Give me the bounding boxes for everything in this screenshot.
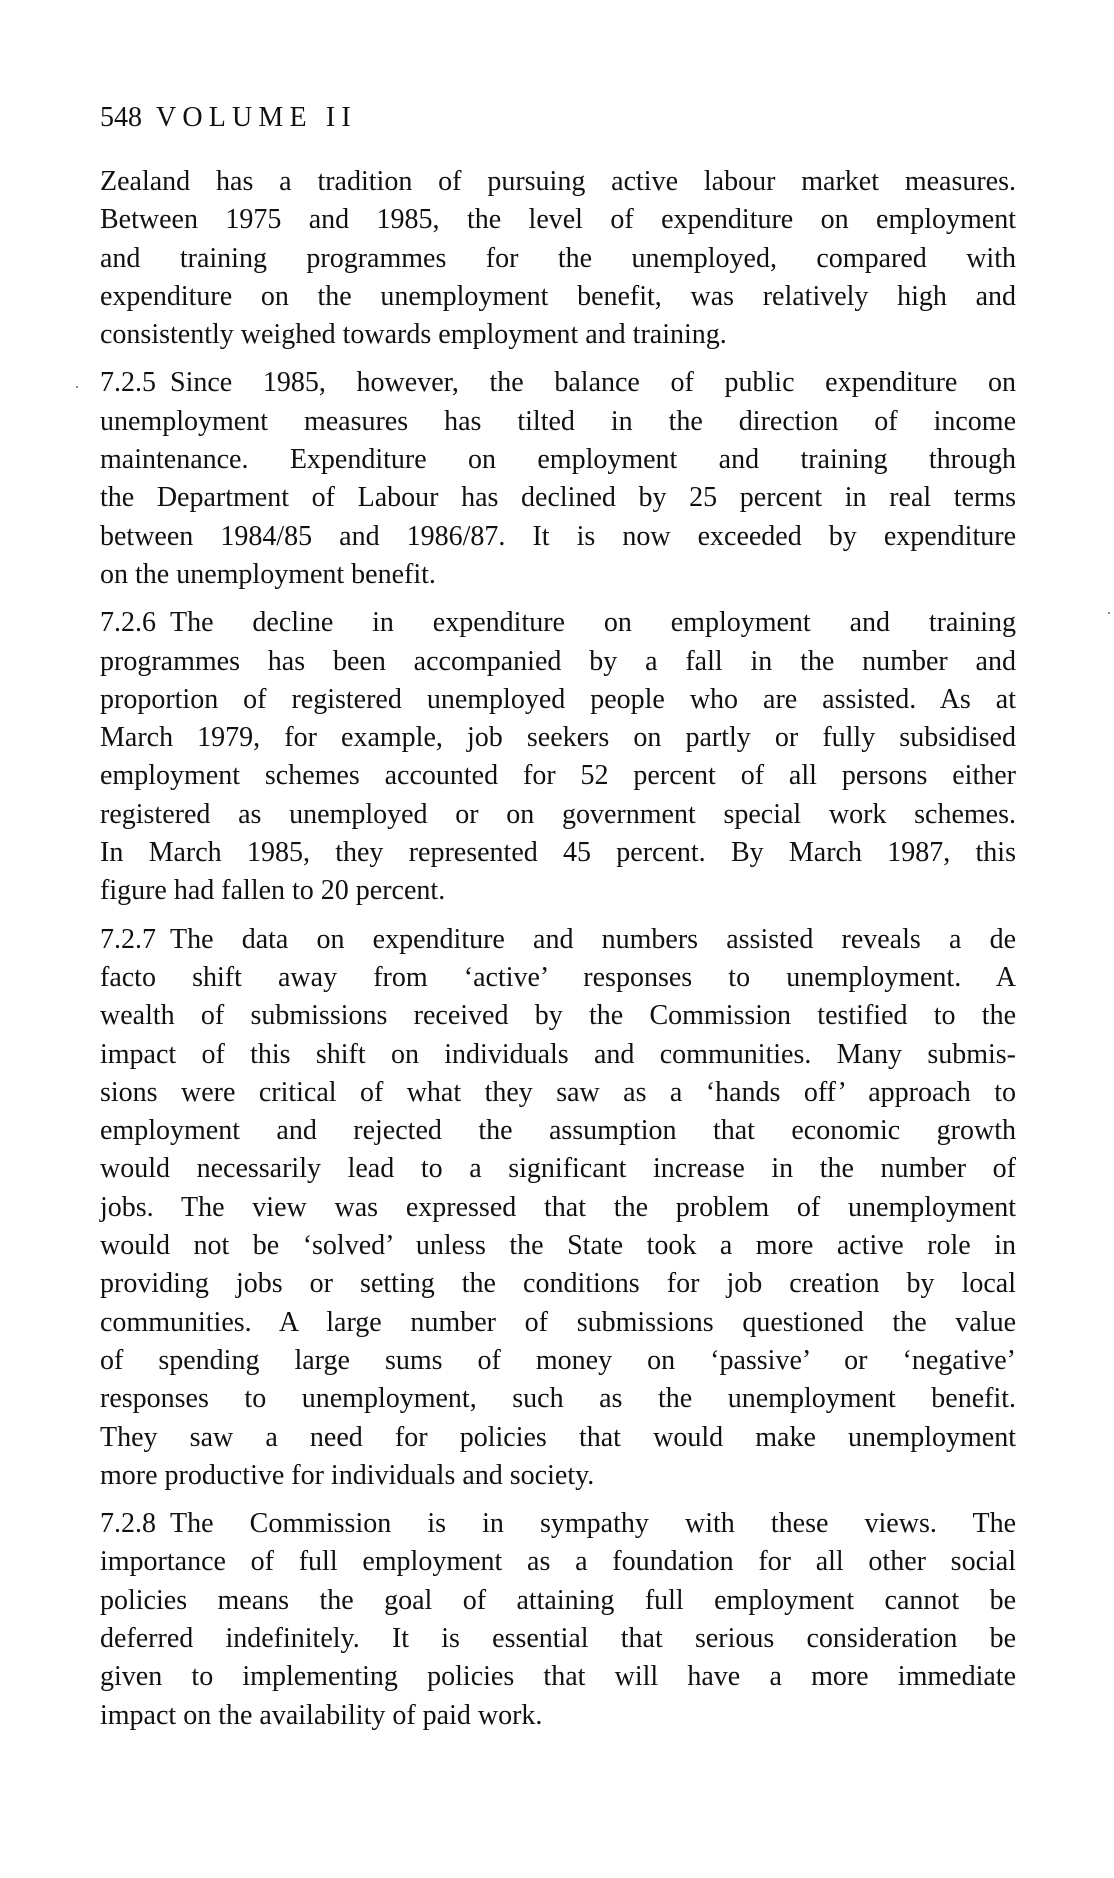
text-line <box>100 872 1016 910</box>
text-line <box>100 1380 1016 1418</box>
text-line <box>100 403 1016 441</box>
text-line <box>100 1227 1016 1265</box>
line-text: consistently weighed towards employment and training. <box>100 319 727 351</box>
line-text: and training programmes for the unemployed, compared with <box>100 242 1016 274</box>
text-line <box>100 1620 1016 1658</box>
text-line <box>100 240 1016 278</box>
line-text: between 1984/85 and 1986/87. It is now exceeded by expenditure <box>100 520 1016 552</box>
text-line <box>100 278 1016 316</box>
line-text: facto shift away from ‘active’ responses to unemployment. A <box>100 961 1016 993</box>
line-text: of spending large sums of money on ‘passive’ or ‘negative’ <box>100 1344 1016 1376</box>
paragraph-number: 7.2.8 <box>100 1508 156 1540</box>
line-text: The Commission is in sympathy with these views. The <box>170 1508 1016 1540</box>
line-text: impact of this shift on individuals and communities. Many submis- <box>100 1038 1016 1070</box>
text-line <box>100 1505 1016 1543</box>
line-text: The data on expenditure and numbers assisted reveals a de <box>170 923 1016 955</box>
text-line <box>100 1150 1016 1188</box>
line-text: given to implementing policies that will have a more immediate <box>100 1661 1016 1693</box>
line-text: programmes has been accompanied by a fall in the number and <box>100 645 1016 677</box>
line-text: In March 1985, they represented 45 percent. By March 1987, this <box>100 837 1016 869</box>
text-line <box>100 921 1016 959</box>
text-line <box>100 959 1016 997</box>
volume-label: VOLUME II <box>156 102 357 133</box>
line-text: deferred indefinitely. It is essential that serious consideration be <box>100 1622 1016 1654</box>
text-line <box>100 364 1016 402</box>
text-line <box>100 643 1016 681</box>
line-text: would necessarily lead to a significant increase in the number of <box>100 1153 1016 1185</box>
paragraph-number: 7.2.7 <box>100 923 156 955</box>
line-text: They saw a need for policies that would make unemployment <box>100 1421 1016 1453</box>
line-text: maintenance. Expenditure on employment and training through <box>100 444 1016 476</box>
line-text: communities. A large number of submissions questioned the value <box>100 1306 1016 1338</box>
line-text: importance of full employment as a foundation for all other social <box>100 1546 1016 1578</box>
line-text: the Department of Labour has declined by 25 percent in real terms <box>100 482 1016 514</box>
line-text: providing jobs or setting the conditions for job creation by local <box>100 1268 1016 1300</box>
scan-speck <box>76 386 78 388</box>
paragraph-continued <box>100 163 1016 354</box>
line-text: more productive for individuals and society. <box>100 1459 595 1491</box>
line-text: policies means the goal of attaining full employment cannot be <box>100 1584 1016 1616</box>
text-line <box>100 719 1016 757</box>
line-text: registered as unemployed or on government special work schemes. <box>100 798 1016 830</box>
text-line <box>100 163 1016 201</box>
text-line <box>100 441 1016 479</box>
line-text: expenditure on the unemployment benefit, was relatively high and <box>100 280 1016 312</box>
line-text: wealth of submissions received by the Commission testified to the <box>100 1000 1016 1032</box>
paragraph-7-2-8 <box>100 1505 1016 1735</box>
line-text: unemployment measures has tilted in the direction of income <box>100 405 1016 437</box>
line-text: on the unemployment benefit. <box>100 558 436 590</box>
text-line <box>100 997 1016 1035</box>
text-line <box>100 556 1016 594</box>
text-line <box>100 1582 1016 1620</box>
line-text: March 1979, for example, job seekers on partly or fully subsidised <box>100 722 1016 754</box>
scan-speck <box>1108 612 1110 614</box>
text-line <box>100 604 1016 642</box>
running-header <box>100 99 357 137</box>
line-text: figure had fallen to 20 percent. <box>100 875 446 907</box>
text-line <box>100 1036 1016 1074</box>
line-text: would not be ‘solved’ unless the State took a more active role in <box>100 1230 1016 1262</box>
text-line <box>100 1265 1016 1303</box>
text-line <box>100 201 1016 239</box>
line-text: Between 1975 and 1985, the level of expenditure on employment <box>100 204 1016 236</box>
line-text: Zealand has a tradition of pursuing active labour market measures. <box>100 166 1016 197</box>
text-line <box>100 796 1016 834</box>
text-line <box>100 1342 1016 1380</box>
text-line <box>100 1074 1016 1112</box>
text-line <box>100 681 1016 719</box>
text-line <box>100 1697 1016 1735</box>
line-text: jobs. The view was expressed that the problem of unemployment <box>100 1191 1016 1223</box>
body-text <box>100 163 1016 1745</box>
text-line <box>100 1457 1016 1495</box>
text-line <box>100 1419 1016 1457</box>
paragraph-7-2-6 <box>100 604 1016 910</box>
line-text: employment and rejected the assumption that economic growth <box>100 1115 1016 1147</box>
page-number: 548 <box>100 102 142 133</box>
paragraph-number: 7.2.5 <box>100 367 156 399</box>
line-text: Since 1985, however, the balance of public expenditure on <box>170 367 1016 399</box>
text-line <box>100 479 1016 517</box>
line-text: proportion of registered unemployed people who are assisted. As at <box>100 683 1016 715</box>
text-line <box>100 518 1016 556</box>
paragraph-7-2-7 <box>100 921 1016 1495</box>
text-line <box>100 1658 1016 1696</box>
text-line <box>100 316 1016 354</box>
text-line <box>100 1543 1016 1581</box>
line-text: sions were critical of what they saw as a ‘hands off’ approach to <box>100 1076 1016 1108</box>
paragraph-number: 7.2.6 <box>100 607 156 639</box>
line-text: The decline in expenditure on employment and training <box>170 607 1016 639</box>
line-text: employment schemes accounted for 52 percent of all persons either <box>100 760 1016 792</box>
paragraph-7-2-5 <box>100 364 1016 594</box>
text-line <box>100 834 1016 872</box>
line-text: impact on the availability of paid work. <box>100 1699 543 1731</box>
text-line <box>100 1189 1016 1227</box>
text-line <box>100 1112 1016 1150</box>
line-text: responses to unemployment, such as the unemployment benefit. <box>100 1383 1016 1415</box>
text-line <box>100 757 1016 795</box>
text-line <box>100 1304 1016 1342</box>
